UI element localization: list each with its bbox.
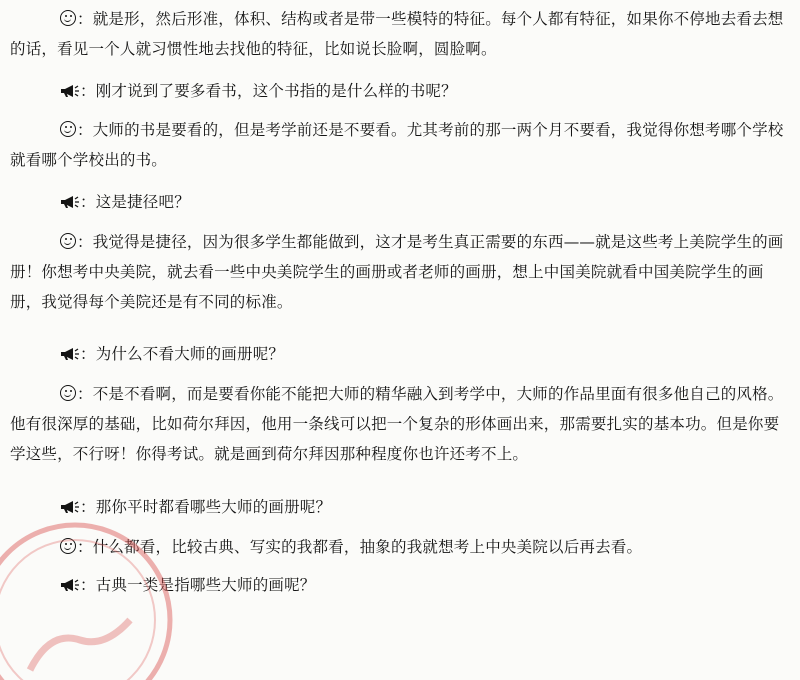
smiley-icon — [60, 538, 76, 554]
megaphone-icon — [60, 347, 80, 361]
megaphone-icon — [60, 84, 80, 98]
paragraph-text: ：就是形，然后形准，体积、结构或者是带一些模特的特征。每个人都有特征，如果你不停地去看去想的话，看见一个人就习惯性地去找他的特征，比如说长脸啊，圆脸啊。 — [10, 10, 784, 58]
paragraph-text: ：古典一类是指哪些大师的画呢？ — [80, 576, 316, 594]
smiley-icon — [60, 385, 76, 401]
smiley-icon — [60, 233, 76, 249]
paragraph-answer — [10, 532, 792, 562]
paragraph-text: ：那你平时都看哪些大师的画册呢？ — [80, 498, 332, 516]
megaphone-icon — [60, 500, 80, 514]
paragraph-answer — [10, 115, 792, 175]
paragraph-question — [10, 570, 792, 600]
paragraph-text: ：不是不看啊，而是要看你能不能把大师的精华融入到考学中，大师的作品里面有很多他自己的风格。他有很深厚的基础，比如荷尔拜因，他用一条线可以把一个复杂的形体画出来，那需要扎实的基本功。但是你要学这些，不行呀！你得考试。就是画到荷尔拜因那种程度你也许还考不上。 — [10, 385, 784, 463]
paragraph-answer — [10, 227, 792, 317]
paragraph-text: ：这是捷径吧？ — [80, 193, 190, 211]
paragraph-answer — [10, 379, 792, 469]
smiley-icon — [60, 121, 76, 137]
paragraph-text: ：我觉得是捷径，因为很多学生都能做到，这才是考生真正需要的东西——就是这些考上美院学生的画册！你想考中央美院，就去看一些中央美院学生的画册或者老师的画册，想上中国美院就看中国美院学生的画册，我觉得每个美院还是有不同的标准。 — [10, 233, 784, 311]
paragraph-text: ：大师的书是要看的，但是考学前还是不要看。尤其考前的那一两个月不要看，我觉得你想考哪个学校就看哪个学校出的书。 — [10, 121, 784, 169]
paragraph-question — [10, 339, 792, 369]
paragraph-text: ：什么都看，比较古典、写实的我都看，抽象的我就想考上中央美院以后再去看。 — [77, 538, 643, 556]
paragraph-question — [10, 76, 792, 106]
paragraph-question — [10, 187, 792, 217]
paragraph-text: ：为什么不看大师的画册呢？ — [80, 345, 285, 363]
paragraph-answer — [10, 4, 792, 64]
megaphone-icon — [60, 578, 80, 592]
smiley-icon — [60, 10, 76, 26]
megaphone-icon — [60, 195, 80, 209]
paragraph-text: ：刚才说到了要多看书，这个书指的是什么样的书呢？ — [80, 82, 457, 100]
paragraph-question — [10, 492, 792, 522]
